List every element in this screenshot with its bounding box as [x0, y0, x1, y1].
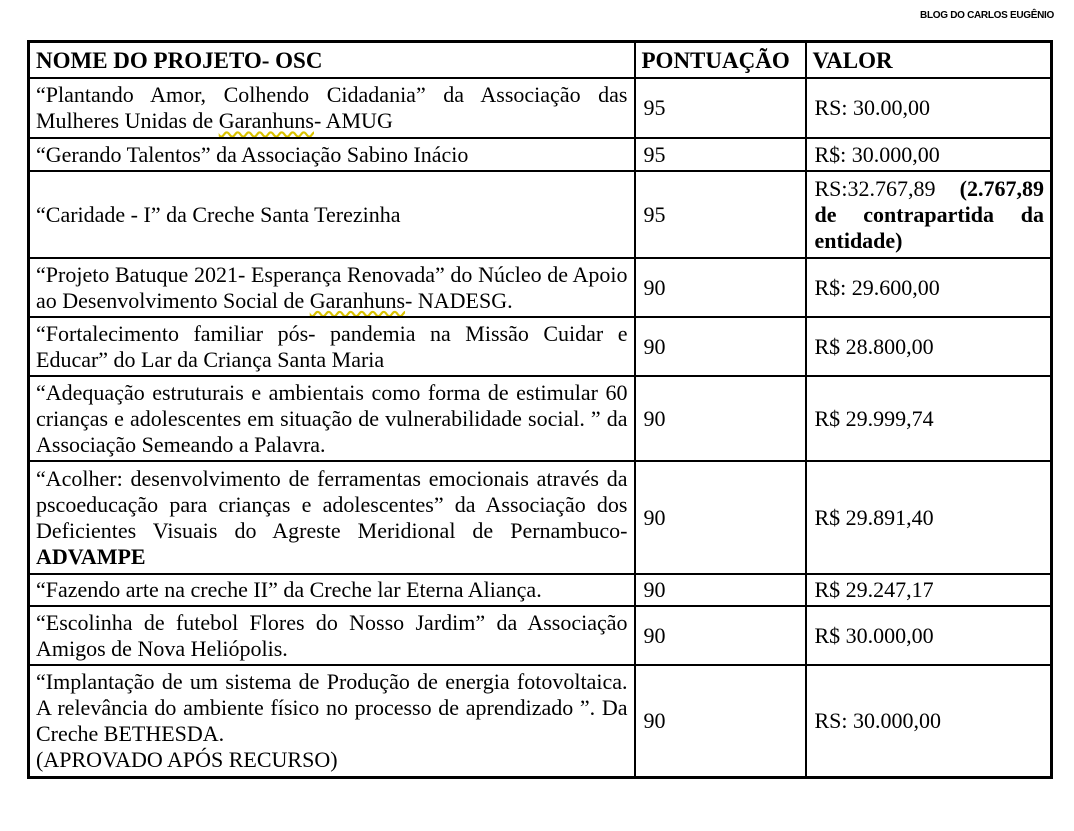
table-row — [29, 78, 1052, 138]
value-cell: R$ 30.000,00 — [806, 606, 1052, 665]
score-cell: 95 — [635, 138, 806, 171]
project-name-cell — [29, 461, 635, 574]
score-cell: 90 — [635, 574, 806, 606]
header-project-name: NOME DO PROJETO- OSC — [29, 42, 635, 79]
table-row — [29, 376, 1052, 461]
value-cell — [806, 171, 1052, 258]
value-counterpart-note: (2.767,89 de contrapartida da entidade) — [814, 175, 1044, 253]
project-name-highlight: Garanhuns — [309, 287, 406, 313]
value-cell: R$: 29.600,00 — [806, 258, 1052, 317]
score-cell: 90 — [635, 461, 806, 574]
score-cell: 90 — [635, 606, 806, 665]
value-cell: RS: 30.000,00 — [806, 665, 1052, 778]
value-cell: R$ 28.800,00 — [806, 317, 1052, 376]
project-name-cell — [29, 78, 635, 138]
value-cell: R$ 29.891,40 — [806, 461, 1052, 574]
project-name-cell: “Fortalecimento familiar pós- pandemia na Missão Cuidar e Educar” do Lar da Criança Santa Maria — [29, 317, 635, 376]
table-row — [29, 258, 1052, 317]
project-name-highlight: Garanhuns — [218, 108, 314, 133]
project-name-text: “Projeto Batuque 2021- Esperança Renovada” do Núcleo de Apoio ao Desenvolvimento Social de — [36, 261, 628, 313]
score-cell: 90 — [635, 258, 806, 317]
table-row — [29, 606, 1052, 665]
table-row — [29, 317, 1052, 376]
project-name-cell: “Gerando Talentos” da Associação Sabino Inácio — [29, 138, 635, 171]
project-name-suffix: - AMUG — [314, 108, 393, 133]
project-name-cell: “Adequação estruturais e ambientais como forma de estimular 60 crianças e adolescentes em situação de vulnerabilidade social. ” da Associação Semeando a Palavra. — [29, 376, 635, 461]
table-row — [29, 138, 1052, 171]
value-cell: R$ 29.999,74 — [806, 376, 1052, 461]
project-name-text: “Acolher: desenvolvimento de ferramentas emocionais através da pscoeducação para crianças e adolescentes” da Associação dos Deficientes Visuais do Agreste Meridional de Pernambuco- — [36, 465, 628, 543]
table-row — [29, 461, 1052, 574]
approval-note: (APROVADO APÓS RECURSO) — [36, 747, 338, 772]
score-cell: 95 — [635, 171, 806, 258]
score-cell: 90 — [635, 317, 806, 376]
blog-watermark: BLOG DO CARLOS EUGÊNIO — [920, 10, 1054, 21]
project-name-cell: “Caridade - I” da Creche Santa Terezinha — [29, 171, 635, 258]
project-name-text: “Plantando Amor, Colhendo Cidadania” da Associação das Mulheres Unidas de — [36, 82, 628, 133]
project-name-cell: “Fazendo arte na creche II” da Creche lar Eterna Aliança. — [29, 574, 635, 606]
project-name-cell — [29, 258, 635, 317]
table-row — [29, 574, 1052, 606]
project-name-suffix: - NADESG. — [405, 287, 513, 313]
score-cell: 90 — [635, 665, 806, 778]
project-name-acronym: ADVAMPE — [36, 543, 146, 569]
header-score: PONTUAÇÃO — [635, 42, 806, 79]
table-row — [29, 665, 1052, 778]
project-name-cell: “Escolinha de futebol Flores do Nosso Jardim” da Associação Amigos de Nova Heliópolis. — [29, 606, 635, 665]
score-cell: 95 — [635, 78, 806, 138]
header-value: VALOR — [806, 42, 1052, 79]
score-cell: 90 — [635, 376, 806, 461]
value-text: RS:32.767,89 — [814, 175, 936, 201]
value-cell: RS: 30.00,00 — [806, 78, 1052, 138]
project-name-cell — [29, 665, 635, 778]
value-cell: R$ 29.247,17 — [806, 574, 1052, 606]
projects-table — [27, 40, 1053, 779]
table-row — [29, 171, 1052, 258]
table-header-row — [29, 42, 1052, 79]
project-name-text: “Implantação de um sistema de Produção de energia fotovoltaica. A relevância do ambiente físico no processo de aprendizado ”. Da Creche BETHESDA. — [36, 669, 628, 746]
value-cell: R$: 30.000,00 — [806, 138, 1052, 171]
